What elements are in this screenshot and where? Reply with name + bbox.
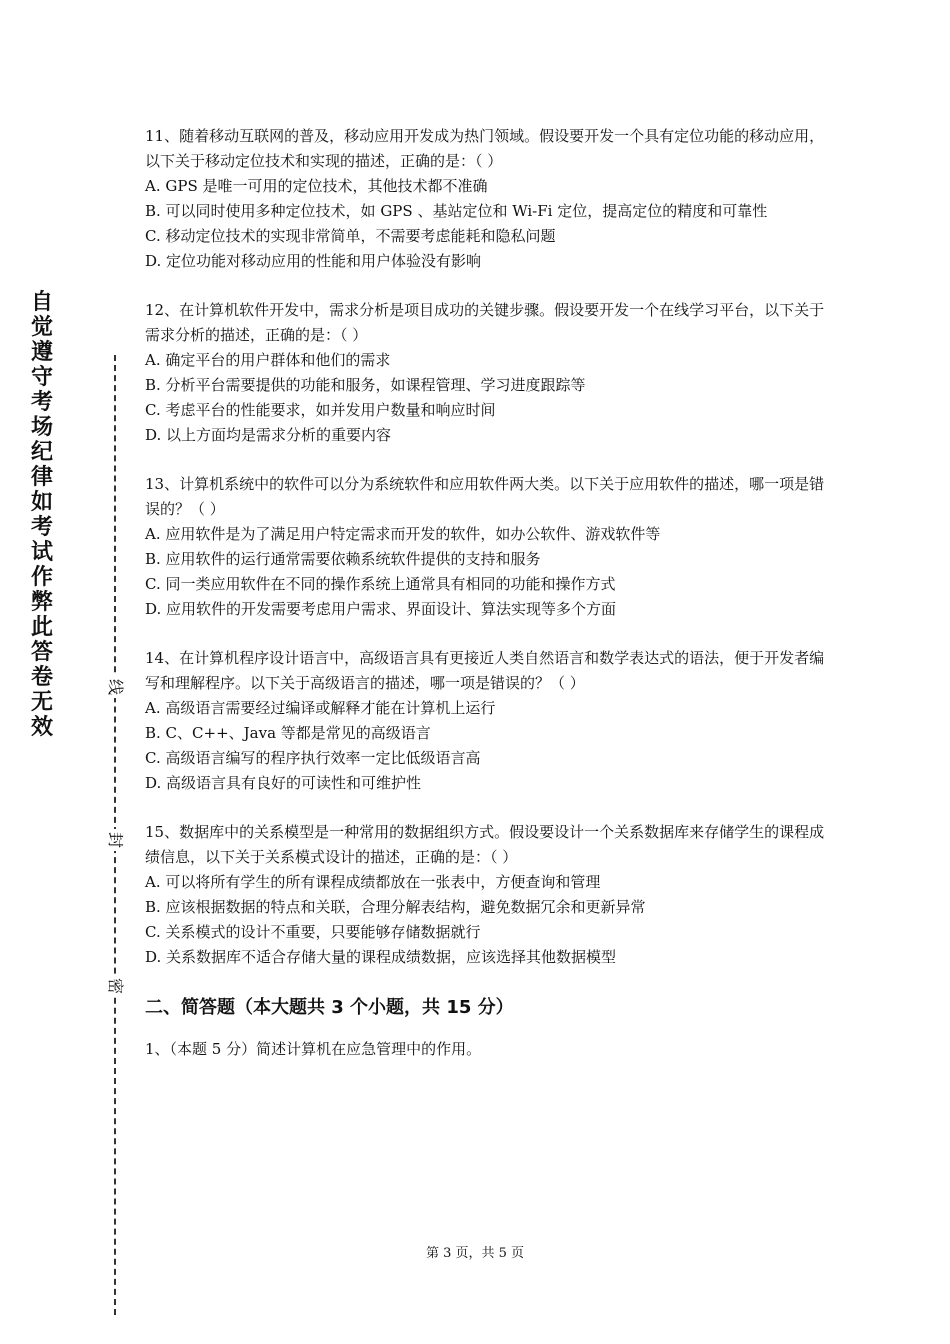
option-a: A. 应用软件是为了满足用户特定需求而开发的软件，如办公软件、游戏软件等 — [145, 525, 661, 543]
question-stem: 15、数据库中的关系模型是一种常用的数据组织方式。假设要设计一个关系数据库来存储学生的课程成绩信息，以下关于关系模式设计的描述，正确的是：（ ） — [145, 823, 825, 866]
option-b: B. 应用软件的运行通常需要依赖系统软件提供的支持和服务 — [145, 550, 541, 568]
option-c: C. 移动定位技术的实现非常简单，不需要考虑能耗和隐私问题 — [145, 227, 556, 245]
question-13 — [145, 472, 825, 622]
option-d: D. 高级语言具有良好的可读性和可维护性 — [145, 774, 422, 792]
question-14 — [145, 646, 825, 796]
question-15 — [145, 820, 825, 970]
question-11 — [145, 124, 825, 274]
exam-discipline-warning: 自觉遵守考场纪律如考试作弊此答卷无效 — [30, 290, 53, 740]
option-b: B. C、C++、Java 等都是常见的高级语言 — [145, 724, 431, 742]
option-d: D. 关系数据库不适合存储大量的课程成绩数据，应该选择其他数据模型 — [145, 948, 617, 966]
short-answer-question-1: 1、（本题 5 分）简述计算机在应急管理中的作用。 — [145, 1039, 482, 1058]
option-a: A. GPS 是唯一可用的定位技术，其他技术都不准确 — [145, 177, 488, 195]
option-d: D. 定位功能对移动应用的性能和用户体验没有影响 — [145, 252, 482, 270]
short-answer-section-title: 二、简答题（本大题共 3 个小题，共 15 分） — [145, 997, 514, 1018]
option-a: A. 可以将所有学生的所有课程成绩都放在一张表中，方便查询和管理 — [145, 873, 601, 891]
question-stem: 14、在计算机程序设计语言中，高级语言具有更接近人类自然语言和数学表达式的语法，便于开发者编写和理解程序。以下关于高级语言的描述，哪一项是错误的？（ ） — [145, 649, 825, 692]
question-stem: 12、在计算机软件开发中，需求分析是项目成功的关键步骤。假设要开发一个在线学习平台，以下关于需求分析的描述，正确的是：（ ） — [145, 301, 825, 344]
option-c: C. 同一类应用软件在不同的操作系统上通常具有相同的功能和操作方式 — [145, 575, 616, 593]
binding-mark-line: 线 — [103, 676, 127, 698]
option-c: C. 高级语言编写的程序执行效率一定比低级语言高 — [145, 749, 481, 767]
option-d: D. 应用软件的开发需要考虑用户需求、界面设计、算法实现等多个方面 — [145, 600, 617, 618]
page-number: 第 3 页，共 5 页 — [425, 1246, 525, 1261]
question-stem: 13、计算机系统中的软件可以分为系统软件和应用软件两大类。以下关于应用软件的描述，哪一项是错误的？（ ） — [145, 475, 825, 518]
exam-content — [145, 124, 825, 1077]
option-a: A. 确定平台的用户群体和他们的需求 — [145, 351, 391, 369]
option-d: D. 以上方面均是需求分析的重要内容 — [145, 426, 392, 444]
option-b: B. 应该根据数据的特点和关联，合理分解表结构，避免数据冗余和更新异常 — [145, 898, 646, 916]
question-12 — [145, 298, 825, 448]
binding-mark-secret: 密 — [103, 975, 127, 997]
binding-margin — [0, 0, 140, 1344]
option-c: C. 关系模式的设计不重要，只要能够存储数据就行 — [145, 923, 481, 941]
option-c: C. 考虑平台的性能要求，如并发用户数量和响应时间 — [145, 401, 496, 419]
question-stem: 11、随着移动互联网的普及，移动应用开发成为热门领域。假设要开发一个具有定位功能的移动应用，以下关于移动定位技术和实现的描述，正确的是：（ ） — [145, 127, 825, 170]
binding-mark-seal: 封 — [103, 829, 127, 851]
option-b: B. 可以同时使用多种定位技术，如 GPS 、基站定位和 Wi-Fi 定位，提高定位的精度和可靠性 — [145, 202, 768, 220]
option-b: B. 分析平台需要提供的功能和服务，如课程管理、学习进度跟踪等 — [145, 376, 586, 394]
option-a: A. 高级语言需要经过编译或解释才能在计算机上运行 — [145, 699, 496, 717]
